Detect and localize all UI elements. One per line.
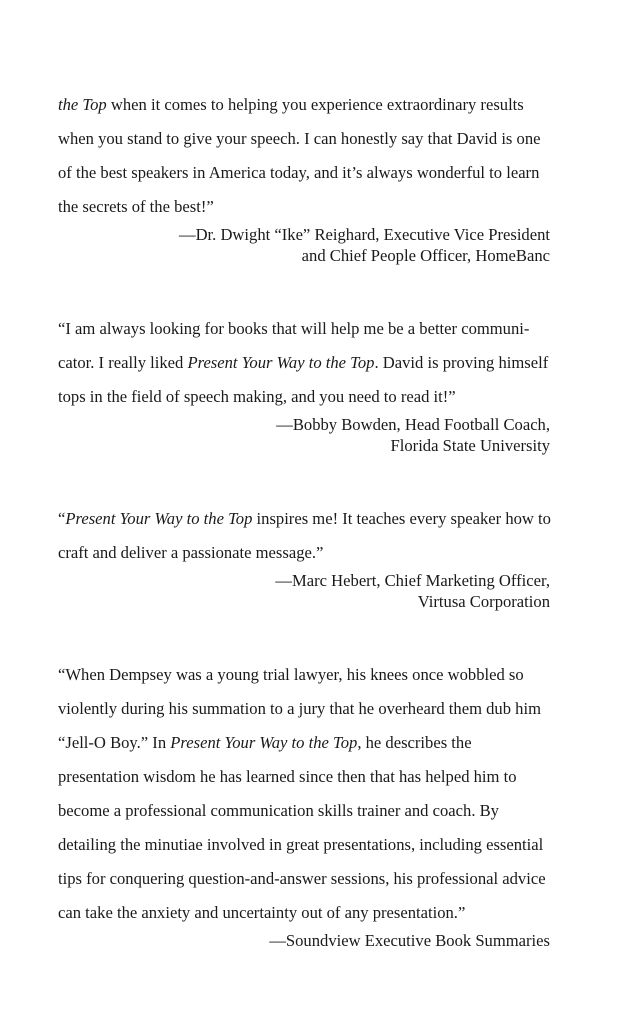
testimonial-3-attribution: [58, 570, 552, 612]
testimonial-3: [58, 502, 552, 612]
testimonial-3-part-0: “: [58, 509, 66, 528]
testimonial-4-part-0: “When Dempsey was a young trial lawyer, his knees once wobbled so violently during his summation to a jury that he overheard them dub him “Jell-O Boy.” In: [58, 665, 541, 752]
testimonial-3-attribution-line-1: —Marc Hebert, Chief Marketing Officer,: [275, 571, 550, 590]
testimonial-1-part-0: the Top: [58, 95, 107, 114]
testimonial-2-quote: [58, 312, 552, 414]
testimonial-4-part-1: Present Your Way to the Top: [170, 733, 358, 752]
testimonial-1-attribution-line-2: and Chief People Officer, HomeBanc: [301, 246, 550, 265]
testimonial-1: [58, 88, 552, 266]
testimonial-3-part-2: inspires me! It teaches every speaker how to craft and deliver a passionate message.”: [58, 509, 551, 562]
testimonial-1-part-1: when it comes to helping you experience extraordinary results when you stand to give your speech. I can honestly say that David is one of the best speakers in America today, and it’s always wonderful to learn the secrets of the best!”: [58, 95, 541, 216]
testimonial-4-part-2: , he describes the presentation wisdom he has learned since then that has helped him to become a professional communication skills trainer and coach. By detailing the minutiae involved in great presentations, including essential tips for conquering question-and-answer sessions, his professional advice can take the anxiety and uncertainty out of any presentation.”: [58, 733, 546, 922]
testimonial-3-attribution-line-2: Virtusa Corporation: [417, 592, 550, 611]
testimonial-2-attribution: [58, 414, 552, 456]
testimonial-2-part-2: . David is proving himself tops in the field of speech making, and you need to read it!”: [58, 353, 549, 406]
testimonial-1-attribution: [58, 224, 552, 266]
testimonial-page: [58, 88, 552, 973]
testimonial-2-part-1: Present Your Way to the Top: [187, 353, 375, 372]
testimonial-4-quote: [58, 658, 552, 930]
testimonial-4: [58, 658, 552, 951]
testimonial-2-attribution-line-2: Florida State University: [390, 436, 550, 455]
testimonial-1-attribution-line-1: —Dr. Dwight “Ike” Reighard, Executive Vice President: [178, 225, 550, 244]
testimonial-3-part-1: Present Your Way to the Top: [65, 509, 253, 528]
testimonial-3-quote: [58, 502, 552, 570]
testimonial-4-attribution: [58, 930, 552, 951]
testimonial-2-attribution-line-1: —Bobby Bowden, Head Football Coach,: [276, 415, 550, 434]
testimonial-4-attribution-line-1: —Soundview Executive Book Summaries: [269, 931, 550, 950]
testimonial-1-quote: [58, 88, 552, 224]
testimonial-2: [58, 312, 552, 456]
testimonial-2-part-0: “I am always looking for books that will help me be a better communicator. I really liked: [58, 319, 530, 372]
